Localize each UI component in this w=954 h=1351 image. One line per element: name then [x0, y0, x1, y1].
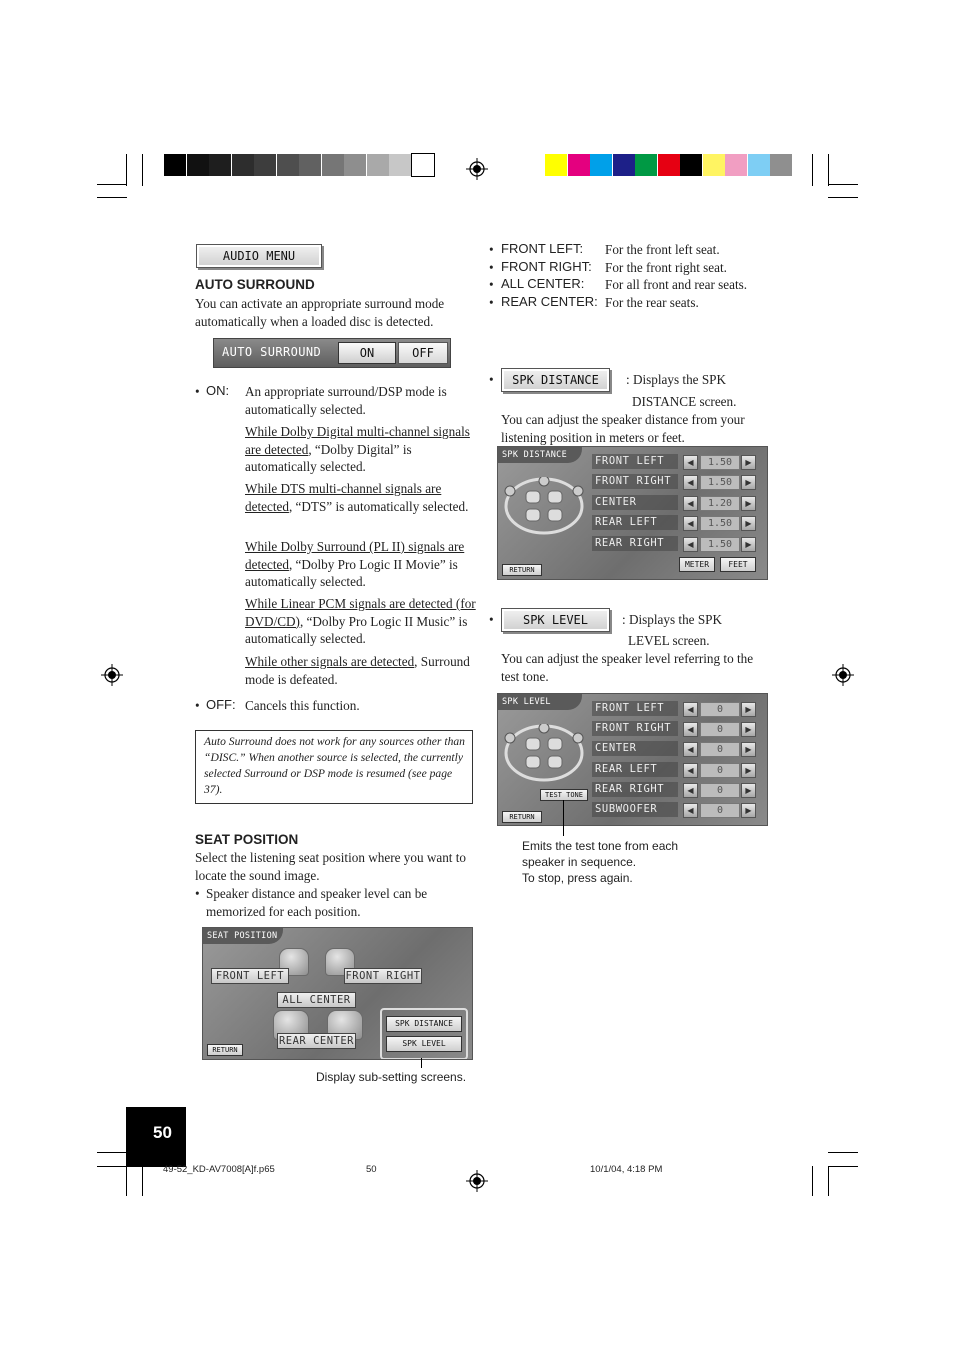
seat-list-term: FRONT RIGHT: [501, 258, 592, 274]
spk-level-screen-title: SPK LEVEL [502, 697, 551, 707]
off-description: Cancels this function. [245, 698, 360, 713]
seat-position-bullet-dot: • [195, 886, 200, 901]
front-left-button: FRONT LEFT [211, 968, 289, 984]
seat-position-bullet: Speaker distance and speaker level can be memorized for each position. [206, 886, 428, 919]
registration-mark-icon [832, 664, 854, 686]
case-2 [245, 480, 475, 515]
crop-mark [812, 154, 813, 186]
color-swatch [367, 154, 389, 176]
color-swatch [164, 154, 186, 176]
color-swatch [232, 154, 254, 176]
color-swatch [770, 154, 792, 176]
crop-mark [97, 197, 127, 198]
speaker-layout-icon [504, 724, 584, 782]
footer-file: 49-52_KD-AV7008[A]f.p65 [163, 1164, 275, 1175]
all-center-button: ALL CENTER [277, 992, 356, 1008]
level-row-label: REAR LEFT [592, 762, 678, 777]
seat-list [489, 241, 779, 311]
color-swatch [412, 154, 434, 176]
crop-mark [828, 154, 829, 186]
distance-row-label: FRONT RIGHT [592, 474, 678, 489]
seat-position-heading: SEAT POSITION [195, 832, 299, 847]
increase-arrow-icon: ▶ [741, 702, 756, 717]
color-swatch [725, 154, 747, 176]
footer-page: 50 [366, 1164, 377, 1175]
level-value: 0 [700, 763, 740, 778]
color-swatch [322, 154, 344, 176]
footer-date: 10/1/04, 4:18 PM [590, 1164, 663, 1175]
meter-button: METER [679, 557, 715, 572]
seat-list-term: ALL CENTER: [501, 276, 585, 291]
crop-mark [97, 184, 127, 185]
seat-position-screen-title: SEAT POSITION [207, 931, 278, 941]
level-value: 0 [700, 803, 740, 818]
spk-distance-screen-title: SPK DISTANCE [502, 450, 568, 460]
callout-line: speaker in sequence. [522, 855, 637, 869]
case-4-condition: While Linear PCM signals are detected (for DVD/CD) [245, 596, 476, 629]
off-term: OFF: [206, 697, 236, 712]
level-row-label: REAR RIGHT [592, 782, 678, 797]
seat-list-desc: For the front left seat. [605, 242, 720, 257]
color-swatch [680, 154, 702, 176]
seat-list-item [489, 276, 779, 294]
spk-level-bullet: • [489, 612, 494, 627]
crop-mark [142, 1166, 143, 1196]
page-number-tab [126, 1107, 186, 1167]
increase-arrow-icon: ▶ [741, 722, 756, 737]
level-row-label: FRONT RIGHT [592, 721, 678, 736]
test-tone-leader-line [563, 800, 564, 836]
color-swatch [187, 154, 209, 176]
case-2-result: , “DTS” is automatically selected. [288, 498, 469, 514]
decrease-arrow-icon: ◀ [683, 475, 698, 490]
page-number: 50 [153, 1123, 172, 1142]
decrease-arrow-icon: ◀ [683, 496, 698, 511]
note-text: Auto Surround does not work for any sources other than “DISC.” When another source is selected, the currently selected Surround or DSP mode is resumed (see page 37). [204, 735, 465, 796]
decrease-arrow-icon: ◀ [683, 516, 698, 531]
off-bullet: • [195, 698, 200, 713]
color-swatch [254, 154, 276, 176]
case-5 [245, 653, 475, 688]
spk-level-para: You can adjust the speaker level referring to the test tone. [501, 651, 754, 684]
distance-value: 1.50 [700, 537, 740, 552]
decrease-arrow-icon: ◀ [683, 803, 698, 818]
spk-distance-bullet: • [489, 372, 494, 387]
crop-mark [828, 1166, 829, 1196]
increase-arrow-icon: ▶ [741, 496, 756, 511]
registration-mark-icon [466, 1170, 488, 1192]
level-value: 0 [700, 722, 740, 737]
spk-level-button: SPK LEVEL [386, 1036, 462, 1052]
case-1-condition: While Dolby Digital multi-channel signals are detected [245, 424, 470, 457]
distance-value: 1.50 [700, 516, 740, 531]
return-button: RETURN [207, 1044, 243, 1056]
level-row-label: CENTER [592, 741, 678, 756]
case-3 [245, 538, 475, 591]
test-tone-callout [522, 838, 678, 886]
increase-arrow-icon: ▶ [741, 742, 756, 757]
crop-mark [828, 184, 858, 185]
color-swatch [635, 154, 657, 176]
color-swatch [344, 154, 366, 176]
crop-mark [126, 154, 127, 186]
color-swatch [277, 154, 299, 176]
case-2-condition: While DTS multi-channel signals are detected [245, 481, 442, 514]
seat-list-desc: For the rear seats. [605, 294, 699, 310]
note-box [195, 730, 473, 804]
level-row-label: SUBWOOFER [592, 802, 678, 817]
on-description: An appropriate surround/DSP mode is automatically selected. [245, 384, 447, 417]
feet-button: FEET [720, 557, 756, 572]
distance-row-label: CENTER [592, 495, 678, 510]
distance-row-label: FRONT LEFT [592, 454, 678, 469]
level-value: 0 [700, 702, 740, 717]
distance-row-label: REAR RIGHT [592, 536, 678, 551]
seat-list-item [489, 294, 779, 312]
return-button: RETURN [502, 564, 542, 576]
auto-surround-intro: You can activate an appropriate surround mode automatically when a loaded disc is detected. [195, 296, 445, 329]
case-4-result: , “Dolby Pro Logic II Music” is automatically selected. [245, 613, 468, 646]
spk-distance-screen [497, 446, 768, 580]
spk-level-screen [497, 693, 768, 826]
level-value: 0 [700, 783, 740, 798]
increase-arrow-icon: ▶ [741, 455, 756, 470]
seat-list-term: FRONT LEFT: [501, 241, 584, 256]
color-swatch [590, 154, 612, 176]
auto-surround-heading: AUTO SURROUND [195, 277, 315, 292]
audio-menu-button-image [196, 244, 322, 268]
increase-arrow-icon: ▶ [741, 475, 756, 490]
callout-line: To stop, press again. [522, 871, 633, 885]
case-1 [245, 423, 475, 476]
increase-arrow-icon: ▶ [741, 803, 756, 818]
color-swatch [568, 154, 590, 176]
decrease-arrow-icon: ◀ [683, 537, 698, 552]
crop-mark [828, 197, 858, 198]
front-right-button: FRONT RIGHT [345, 970, 421, 982]
auto-surround-on-button: ON [338, 342, 396, 364]
decrease-arrow-icon: ◀ [683, 763, 698, 778]
seat-list-item [489, 241, 779, 259]
case-3-condition: While Dolby Surround (PL II) signals are detected [245, 539, 465, 572]
case-5-condition: While other signals are detected [245, 654, 415, 669]
crop-mark [812, 1166, 813, 1196]
distance-value: 1.50 [700, 475, 740, 490]
decrease-arrow-icon: ◀ [683, 702, 698, 717]
auto-surround-bar-label: AUTO SURROUND [222, 345, 322, 359]
decrease-arrow-icon: ◀ [683, 742, 698, 757]
registration-mark-icon [466, 158, 488, 180]
seat-position-intro: Select the listening seat position where you want to locate the sound image. [195, 850, 467, 883]
rear-center-button: REAR CENTER [278, 1035, 355, 1047]
color-swatch [613, 154, 635, 176]
increase-arrow-icon: ▶ [741, 537, 756, 552]
case-4 [245, 595, 477, 648]
on-term: ON: [206, 383, 230, 398]
decrease-arrow-icon: ◀ [683, 722, 698, 737]
on-bullet: • [195, 384, 200, 399]
distance-value: 1.20 [700, 496, 740, 511]
crop-mark [126, 1166, 127, 1196]
seat-list-bullet: • [489, 259, 494, 275]
level-row-label: FRONT LEFT [592, 701, 678, 716]
case-3-result: , “Dolby Pro Logic II Movie” is automatically selected. [245, 556, 458, 589]
return-button: RETURN [502, 811, 542, 823]
decrease-arrow-icon: ◀ [683, 455, 698, 470]
seat-position-caption: Display sub-setting screens. [316, 1070, 467, 1084]
spk-level-desc-1: : Displays the SPK [622, 612, 723, 627]
crop-mark [828, 1152, 858, 1153]
spk-distance-desc-2: DISTANCE screen. [632, 394, 737, 409]
color-swatch [209, 154, 231, 176]
seat-list-desc: For all front and rear seats. [605, 277, 748, 292]
test-tone-button: TEST TONE [540, 789, 588, 801]
increase-arrow-icon: ▶ [741, 763, 756, 778]
decrease-arrow-icon: ◀ [683, 783, 698, 798]
caption-leader-line [421, 1058, 422, 1068]
seat-list-bullet: • [489, 277, 494, 292]
seat-list-bullet: • [489, 242, 494, 257]
auto-surround-off-button: OFF [398, 342, 448, 364]
spk-distance-button-image: SPK DISTANCE [501, 368, 610, 392]
distance-row-label: REAR LEFT [592, 515, 678, 530]
seat-list-term: REAR CENTER: [501, 293, 598, 309]
speaker-layout-icon [504, 477, 584, 535]
color-swatch [658, 154, 680, 176]
crop-mark [142, 154, 143, 186]
seat-list-item [489, 259, 779, 277]
spk-distance-button: SPK DISTANCE [386, 1016, 462, 1032]
crop-mark [97, 1166, 127, 1167]
crop-mark [97, 1152, 127, 1153]
case-5-result: , Surround mode is defeated. [245, 654, 470, 687]
callout-line: Emits the test tone from each [522, 839, 679, 853]
color-swatch [299, 154, 321, 176]
seat-position-screen [202, 927, 473, 1060]
color-swatch [703, 154, 725, 176]
spk-level-desc-2: LEVEL screen. [628, 633, 710, 648]
case-1-result: , “Dolby Digital” is automatically selected. [245, 441, 412, 474]
spk-distance-para: You can adjust the speaker distance from your listening position in meters or feet. [501, 412, 745, 445]
color-swatch [389, 154, 411, 176]
color-swatch [545, 154, 567, 176]
crop-mark [828, 1166, 858, 1167]
level-value: 0 [700, 742, 740, 757]
color-swatch [748, 154, 770, 176]
auto-surround-bar [213, 338, 451, 368]
seat-list-desc: For the front right seat. [605, 259, 727, 275]
audio-menu-label: AUDIO MENU [222, 249, 296, 263]
increase-arrow-icon: ▶ [741, 516, 756, 531]
spk-distance-desc-1: : Displays the SPK [626, 372, 727, 387]
registration-mark-icon [101, 664, 123, 686]
spk-level-button-image: SPK LEVEL [501, 608, 610, 632]
seat-list-bullet: • [489, 294, 494, 310]
distance-value: 1.50 [700, 455, 740, 470]
increase-arrow-icon: ▶ [741, 783, 756, 798]
